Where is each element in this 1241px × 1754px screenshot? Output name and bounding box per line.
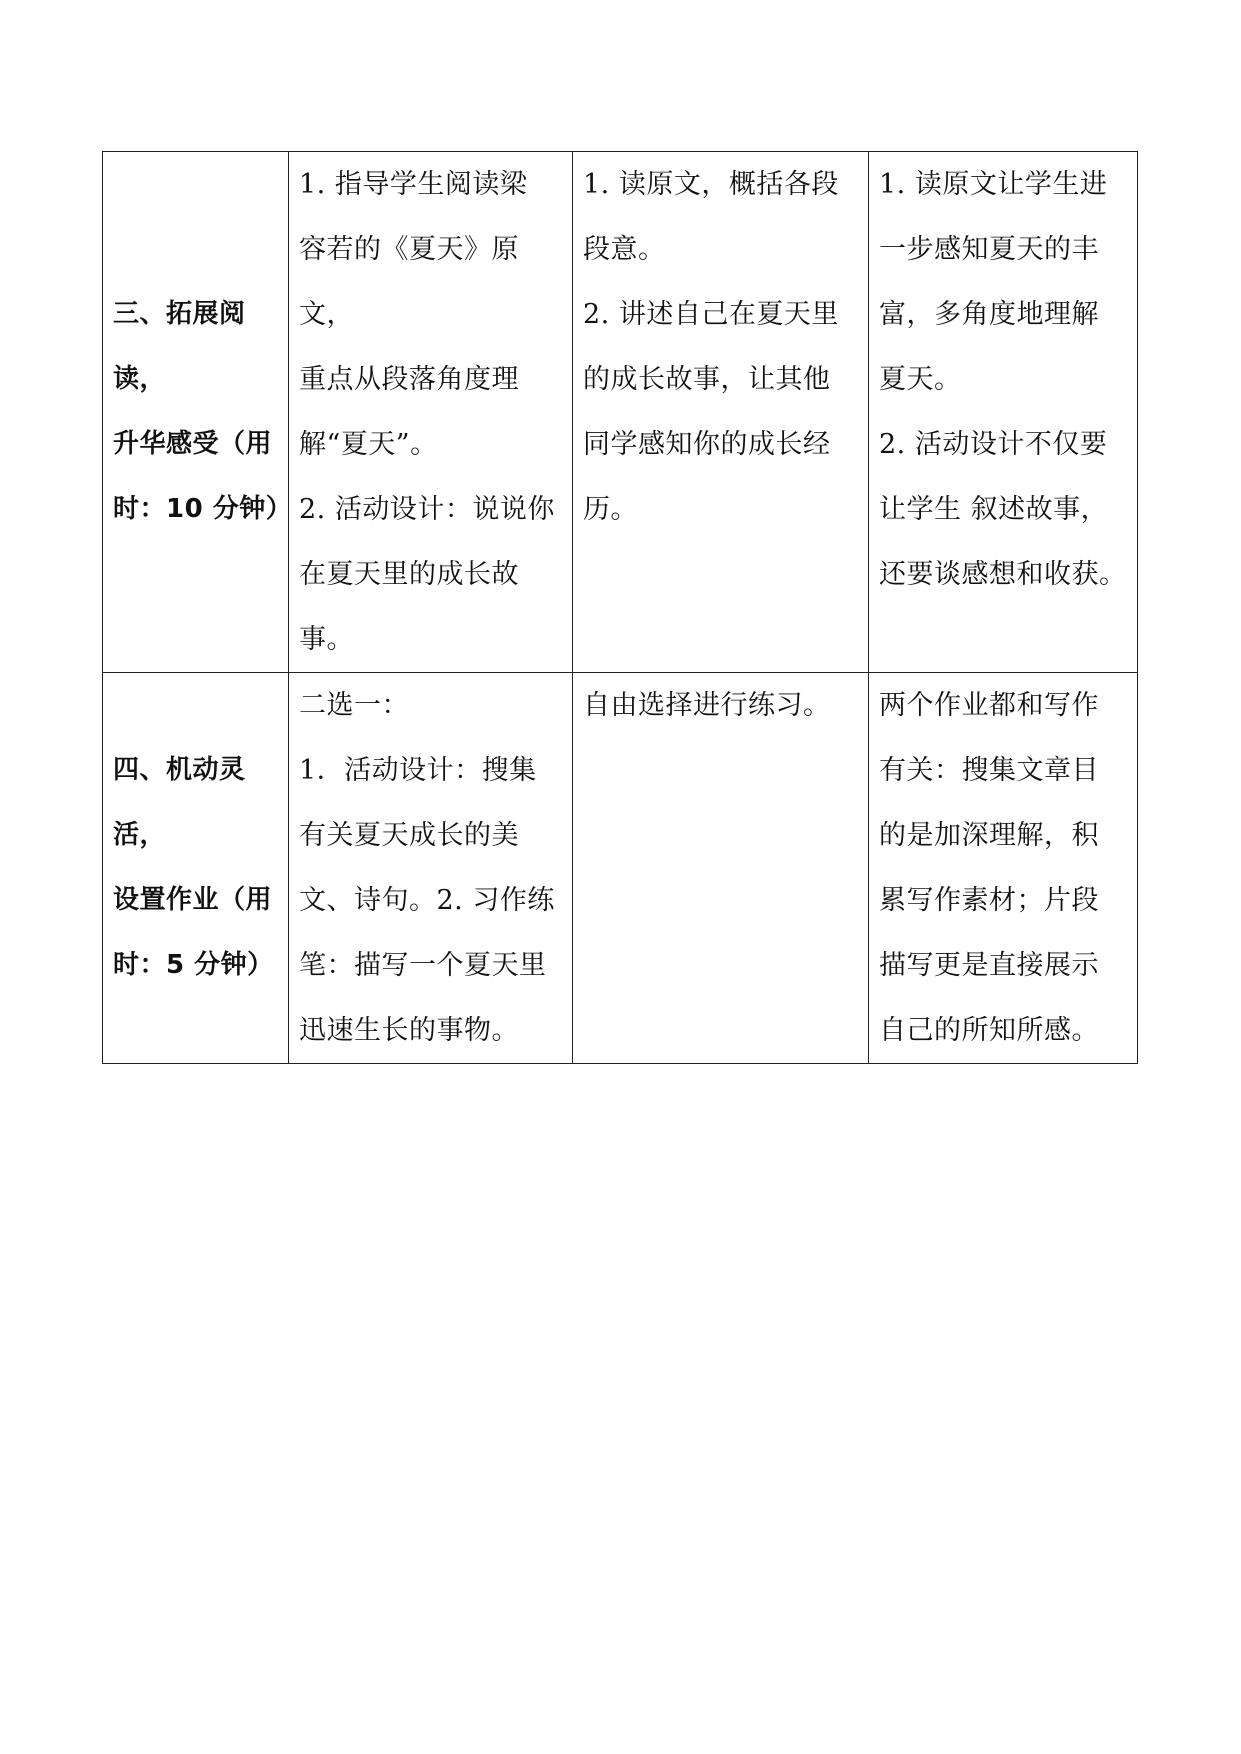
text-line: 自由选择进行练习。	[583, 690, 831, 721]
stage-line: 升华感受（用	[113, 429, 273, 459]
text-line: 迅速生长的事物。	[299, 1015, 519, 1046]
text-line: 夏天。	[879, 364, 962, 395]
text-line: 笔：描写一个夏天里	[299, 950, 547, 981]
student-activity-cell	[573, 152, 869, 673]
stage-cell	[103, 673, 289, 1064]
text-line: 事。	[299, 624, 354, 655]
text-line: 2. 活动设计不仅要	[879, 429, 1108, 460]
text-line: 容若的《夏天》原文，	[299, 234, 519, 330]
stage-line: 三、拓展阅读，	[113, 299, 246, 394]
text-line: 重点从段落角度理	[299, 364, 519, 395]
text-line: 的成长故事，让其他	[583, 364, 831, 395]
text-line: 文、诗句。2. 习作练	[299, 885, 555, 916]
stage-line: 时：5 分钟）	[113, 950, 274, 980]
student-activity-cell	[573, 673, 869, 1064]
text-line: 的是加深理解，积	[879, 820, 1099, 851]
text-line: 1．活动设计：搜集	[299, 755, 537, 786]
text-line: 二选一：	[299, 690, 409, 721]
stage-line: 四、机动灵活，	[113, 755, 246, 850]
text-line: 描写更是直接展示	[879, 950, 1099, 981]
stage-line: 设置作业（用	[113, 885, 273, 915]
text-line: 自己的所知所感。	[879, 1015, 1099, 1046]
text-line: 两个作业都和写作	[879, 690, 1099, 721]
teacher-activity-cell	[289, 152, 573, 673]
text-line: 解“夏天”。	[299, 429, 438, 460]
table-row	[103, 673, 1138, 1064]
stage-line: 时：10 分钟）	[113, 494, 293, 524]
text-line: 还要谈感想和收获。	[879, 559, 1127, 590]
text-line: 富，多角度地理解	[879, 299, 1099, 330]
lesson-plan-table	[102, 151, 1138, 1064]
text-line: 在夏天里的成长故	[299, 559, 519, 590]
text-line: 累写作素材；片段	[879, 885, 1099, 916]
text-line: 段意。	[583, 234, 666, 265]
text-line: 1. 读原文，概括各段	[583, 169, 839, 200]
text-line: 2. 活动设计：说说你	[299, 494, 555, 525]
teacher-activity-cell	[289, 673, 573, 1064]
table-row	[103, 152, 1138, 673]
text-line: 2. 讲述自己在夏天里	[583, 299, 839, 330]
text-line: 同学感知你的成长经	[583, 429, 831, 460]
text-line: 有关夏天成长的美	[299, 820, 519, 851]
text-line: 让学生 叙述故事，	[879, 494, 1109, 525]
text-line: 有关：搜集文章目	[879, 755, 1099, 786]
design-intent-cell	[869, 673, 1138, 1064]
text-line: 一步感知夏天的丰	[879, 234, 1099, 265]
text-line: 1. 指导学生阅读梁	[299, 169, 528, 200]
design-intent-cell	[869, 152, 1138, 673]
text-line: 1. 读原文让学生进	[879, 169, 1108, 200]
stage-cell	[103, 152, 293, 673]
text-line: 历。	[583, 494, 638, 525]
